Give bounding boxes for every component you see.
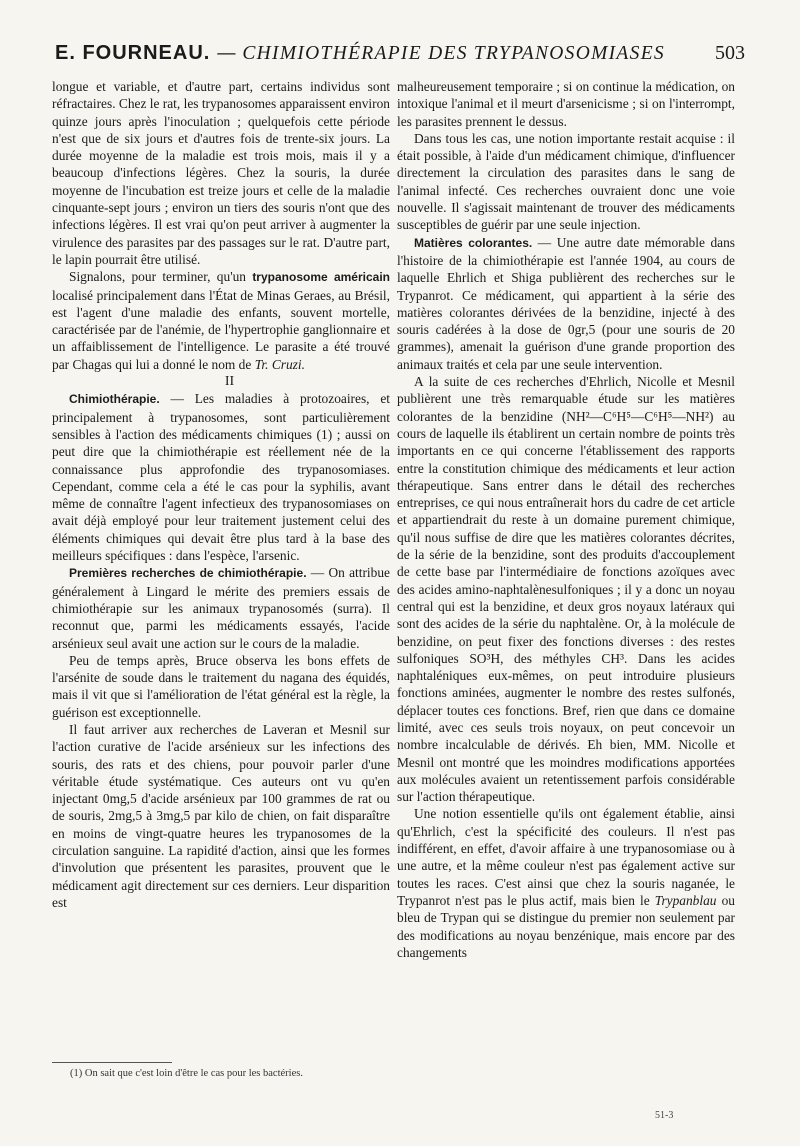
paragraph: Une notion essentielle qu'ils ont également établie, ainsi qu'Ehrlich, c'est la spécificité des couleurs. Il n'est pas indifférent, en effet, d'avoir affaire à une trypanosomiase ou à une autre, et la même couleur n'est pas également active sur toutes les races. C'est ainsi que chez la souris naganée, le Trypanrot n'est pas le plus actif, mais bien le Trypanblau ou bleu de Trypan qui se distingue du premier non seulement par des modifications au noyau benzénique, mais encore par des changements (397, 806, 735, 960)
paragraph: malheureusement temporaire ; si on continue la médication, on intoxique l'animal et il meurt d'arsenicisme ; si on l'interrompt, les parasites prennent le dessus. (397, 79, 735, 129)
page-number: 503 (715, 42, 745, 64)
paragraph: Dans tous les cas, une notion importante restait acquise : il était possible, à l'aide d'un médicament chimique, d'influencer directement la circulation des parasites dans le sang de l'animal infecté. Ces recherches ouvraient donc une voie nouvelle. Il s'agissait maintenant de trouver des médicaments susceptibles de guérir par une seule injection. (397, 130, 735, 233)
header-title: CHIMIOTHÉRAPIE DES TRYPANOSOMIASES (242, 43, 665, 64)
paragraph: Il faut arriver aux recherches de Laveran et Mesnil sur l'action curative de l'acide arsénieux sur les infections des souris, des rats et des chiens, pour pouvoir parler d'une véritable étude systématique. Ces auteurs ont vu qu'en injectant 0mg,5 d'acide arsénieux par 100 grammes de rat ou de souris, 2mg,5 à 3mg,5 par kilo de chien, on fait disparaître en moins de vingt-quatre heures les trypanosomes de la circulation sanguine. La rapidité d'action, ainsi que les formes d'involution que présentent les parasites, prouvent que le médicament agit directement sur ces derniers. Leur disparition est (52, 721, 390, 910)
species-name: Tr. Cruzi. (254, 356, 305, 372)
paragraph: Premières recherches de chimiothérapie. — On attribue généralement à Lingard le mérite des premiers essais de chimiothérapie sur les animaux trypanosomés (surra). Il reconnut que, parmi les médicaments essayés, l'acide arsénieux seul avait une action sur le cours de la maladie. (52, 565, 390, 651)
drug-name: Trypanblau (654, 892, 717, 908)
paragraph: Signalons, pour terminer, qu'un trypanosome américain localisé principalement dans l'État de Minas Geraes, au Brésil, est l'agent d'une maladie des enfants, souvent mortelle, caractérisée par de l'anémie, de l'hypertrophie ganglionnaire et un affaiblissement de l'intelligence. Le parasite a été trouvé par Chagas qui lui a donné le nom de Tr. Cruzi. (52, 269, 390, 372)
keyword: trypanosome américain (252, 270, 390, 285)
section-heading: Matières colorantes. (414, 235, 533, 250)
footnote-divider (52, 1062, 172, 1063)
section-heading: Chimiothérapie. (69, 392, 160, 407)
paragraph: Peu de temps après, Bruce observa les bons effets de l'arsénite de soude dans le traitement du nagana des équidés, mais il vit que si l'amélioration de l'état général est la règle, la guérison est exceptionnelle. (52, 652, 390, 720)
footnote: (1) On sait que c'est loin d'être le cas pour les bactéries. (70, 1068, 303, 1079)
running-header (55, 40, 745, 65)
header-dash: — (216, 40, 237, 64)
section-heading: Premières recherches de chimiothérapie. (69, 566, 307, 581)
left-column (52, 78, 390, 911)
printer-signature: 51-3 (655, 1110, 674, 1121)
header-author: E. FOURNEAU. (55, 42, 211, 64)
paragraph: longue et variable, et d'autre part, certains individus sont réfractaires. Chez le rat, les trypanosomes apparaissent environ quinze jours après l'inoculation ; quelquefois cette période n'est que de six jours et d'autres fois de trente-six jours. La durée moyenne de la maladie est trois mois, mais il y a beaucoup d'infections légères. Chez la souris, la durée moyenne de l'incubation est treize jours et celle de la maladie cinquante-sept jours ; environ un tiers des souris n'ont que des infections légères. Il est vrai qu'on peut arriver à augmenter la virulence des parasites par des passages sur le rat. D'autre part, le lapin pourrait être utilisé. (52, 79, 390, 267)
section-number: II (224, 374, 235, 390)
paragraph: Chimiothérapie. — Les maladies à protozoaires, et principalement à trypanosomes, sont particulièrement sensibles à l'action des médicaments chimiques (1) ; aussi on peut dire que la chimiothérapie est réellement née de la connaissance plus approfondie des trypanosomiases. Cependant, comme cela a été le cas pour la syphilis, avant même de connaître l'agent infectieux des trypanosomiases on avait déjà employé pour leur traitement justement celui des éléments chimiques qui devait être plus tard à la base des meilleurs spécifiques : dans l'espèce, l'arsenic. (52, 391, 390, 564)
paragraph: A la suite de ces recherches d'Ehrlich, Nicolle et Mesnil publièrent une très remarquable étude sur les matières colorantes de la benzidine (NH²—C⁶H⁵—C⁶H⁵—NH²) au cours de laquelle ils établirent un certain nombre de points très importants en ce qui concerne l'établissement des rapports entre la constitution chimique des médicaments et leur action thérapeutique. Sans entrer dans le détail des recherches entreprises, ce qui nous entraînerait hors du cadre de cet article et appartiendrait du reste à un domaine purement chimique, qu'il nous suffise de dire que les matières colorantes décrites, de la série de la benzidine, sont des produits d'accouplement de cette base par l'intermédiaire de fonctions azoïques avec des acides amino-naphtalènesulfoniques ; il y a donc un noyau central qui est la benzidine, et deux gros noyaux latéraux qui sont des acides de la série du naphtalène. Or, à la molécule de benzidine, on peut fixer des fonctions diverses : des restes sulfoniques SO³H, des méthyles CH³. Dans les acides naphtaléniques eux-mêmes, on peut introduire plusieurs fonctions aminées, augmenter le nombre des restes sulfonés, déplacer toutes ces fonctions. Bref, rien que dans ce domaine limité, avec ces seuls trois noyaux, on peut concevoir un nombre incalculable de dérivés. Eh bien, MM. Nicolle et Mesnil ont montré que les moindres modifications apportées aux molécules avaient un retentissement parfois considérable sur l'action thérapeutique. (397, 374, 735, 805)
paragraph: Matières colorantes. — Une autre date mémorable dans l'histoire de la chimiothérapie est l'année 1904, au cours de laquelle Ehrlich et Shiga publièrent des recherches sur le Trypanrot. Ce médicament, qui appartient à la série des matières colorantes dérivées de la benzidine, injecté à des souris cadérées à la dose de 0gr,5 (pour une souris de 20 grammes), amenait la guérison d'une grande proportion des animaux traités et cela par une seule intervention. (397, 234, 735, 372)
right-column (397, 78, 735, 961)
